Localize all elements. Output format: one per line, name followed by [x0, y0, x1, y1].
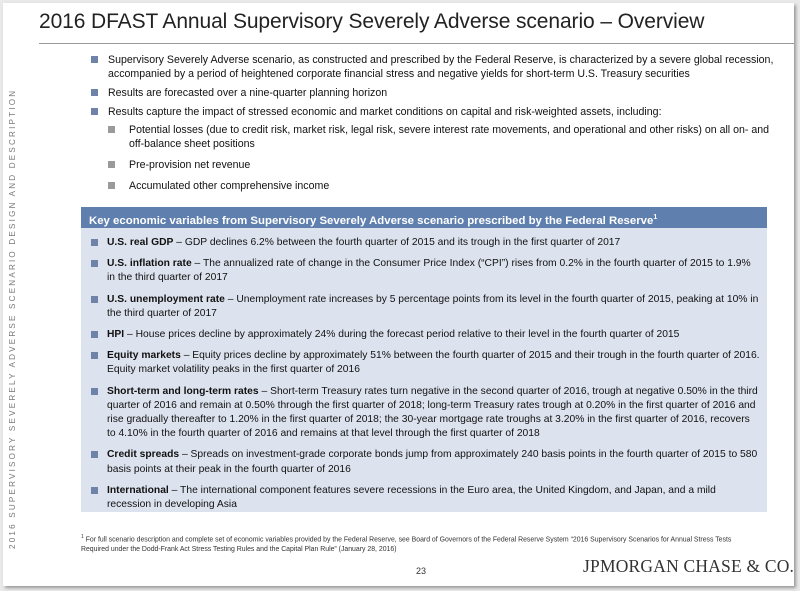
list-item: Short-term and long-term rates – Short-term Treasury rates turn negative in the second quarter of 2016, trough at negative 0.50% in the third quarter of 2016 and remain at 0.50% through the first quarter of 2018; long-term Treasury rates trough at 0.20% in the first quarter of 2016 and rise gradually thereafter to 1.20% in the first quarter of 2018; the 30-year mortgage rate troughs at 3.20% in the first quarter of 2016, recovers to 4.10% in the fourth quarter of 2016 and remains at that level through the first quarter of 2018 [91, 385, 761, 442]
square-bullet-icon [91, 89, 98, 96]
page-title: 2016 DFAST Annual Supervisory Severely Adverse scenario – Overview [39, 10, 705, 33]
list-item: U.S. unemployment rate – Unemployment rate increases by 5 percentage points from its level in the fourth quarter of 2015, peaking at 10% in the third quarter of 2017 [91, 293, 761, 321]
intro-bullet: Supervisory Severely Adverse scenario, as constructed and prescribed by the Federal Reserve, is characterized by a severe global recession, accompanied by a period of heightened corporate financial stress and negative yields for short-term U.S. Treasury securities [91, 53, 777, 81]
sub-bullet-list [108, 123, 777, 193]
square-bullet-icon [91, 108, 98, 115]
list-item: Equity markets – Equity prices decline by approximately 51% between the fourth quarter of 2015 and their trough in the fourth quarter of 2016. Equity market volatility peaks in the first quarter of 2016 [91, 349, 761, 377]
list-item: U.S. real GDP – GDP declines 6.2% between the fourth quarter of 2015 and its trough in the first quarter of 2017 [91, 236, 761, 250]
footnote: $^1$ For full scenario description and complete set of economic variables provided by the Federal Reserve, see Board of Governors of the Federal Reserve System “2016 Supervisory Scenarios for Annual Stress Tests Required under the Dodd-Frank Act Stress Testing Rules and the Capital Plan Rule” (January 28, 2016) [81, 534, 732, 553]
list-item: U.S. inflation rate – The annualized rate of change in the Consumer Price Index (“CPI”) rises from 0.2% in the fourth quarter of 2015 to 1.9% in the third quarter of 2017 [91, 257, 761, 285]
square-bullet-icon [108, 161, 115, 168]
square-bullet-icon [91, 388, 98, 395]
square-bullet-icon [91, 296, 98, 303]
sub-bullet: Potential losses (due to credit risk, market risk, legal risk, severe interest rate movements, and operational and other risks) on all on- and off-balance sheet positions [91, 123, 777, 151]
square-bullet-icon [91, 260, 98, 267]
intro-section [91, 53, 777, 198]
square-bullet-icon [91, 352, 98, 359]
intro-bullet: Results are forecasted over a nine-quarter planning horizon [91, 86, 777, 100]
jpmorgan-logo: JPMORGAN CHASE & CO. [583, 556, 794, 576]
key-variables-panel [81, 207, 767, 512]
square-bullet-icon [91, 487, 98, 494]
square-bullet-icon [108, 182, 115, 189]
sub-bullet: Accumulated other comprehensive income [91, 179, 777, 193]
intro-bullet: Results capture the impact of stressed economic and market conditions on capital and risk-weighted assets, including: Potential losses (due to credit risk, market risk, legal risk, severe interest rate movements, and operational and other risks) on all on- and off-balance sheet positions Pre-provision net revenue Accumulated other comprehensive income [91, 105, 777, 193]
list-item: Credit spreads – Spreads on investment-grade corporate bonds jump from approximately 240 basis points in the fourth quarter of 2015 to 580 basis points at their peak in the fourth quarter of 2016 [91, 448, 761, 476]
title-divider [39, 43, 794, 44]
square-bullet-icon [91, 239, 98, 246]
square-bullet-icon [91, 451, 98, 458]
variable-list [81, 228, 767, 512]
page-number: 23 [416, 566, 427, 576]
square-bullet-icon [91, 331, 98, 338]
slide [3, 3, 794, 586]
sub-bullet: Pre-provision net revenue [91, 158, 777, 172]
footnote-marker: 1 [653, 214, 658, 221]
list-item: International – The international component features severe recessions in the Euro area, the United Kingdom, and Japan, and a mild recession in developing Asia [91, 484, 761, 512]
panel-heading: Key economic variables from Supervisory Severely Adverse scenario prescribed by the Federal Reserve$^1$ [81, 207, 767, 228]
list-item: HPI – House prices decline by approximately 24% during the forecast period relative to their level in the fourth quarter of 2015 [91, 328, 761, 342]
footnote-marker: 1 [81, 534, 84, 540]
square-bullet-icon [91, 56, 98, 63]
square-bullet-icon [108, 126, 115, 133]
side-section-label: 2016 SUPERVISORY SEVERELY ADVERSE SCENARIO DESIGN AND DESCRIPTION [8, 88, 17, 549]
